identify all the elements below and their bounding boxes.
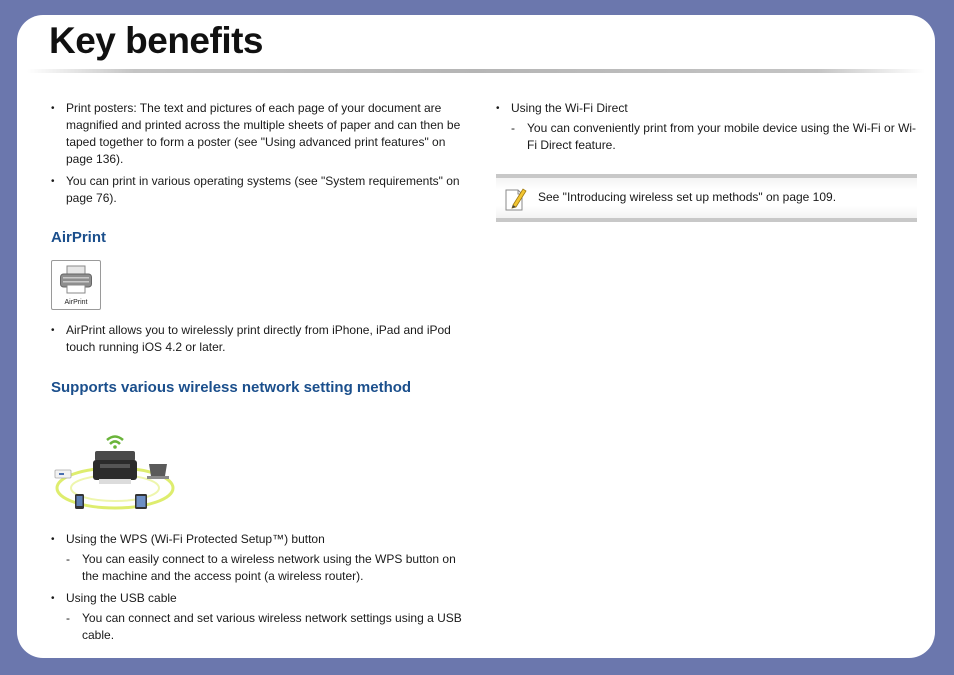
note-text: See "Introducing wireless set up methods" on page 109. (538, 190, 837, 204)
note-box (496, 174, 917, 222)
list-item (496, 100, 918, 154)
sub-list-item: - You can conveniently print from your mobile device using the Wi-Fi or Wi-Fi Direct feature. (511, 120, 918, 154)
airprint-badge (51, 260, 101, 310)
page-title: Key benefits (49, 20, 264, 61)
section-heading-wireless: Supports various wireless network setting method (51, 379, 412, 396)
right-column (496, 100, 918, 222)
list-item-label: Using the Wi-Fi Direct (511, 101, 628, 115)
airprint-badge-label: AirPrint (64, 299, 88, 306)
note-pencil-icon (504, 186, 528, 212)
list-item: • You can print in various operating systems (see "System requirements" on page 76). (51, 173, 471, 207)
list-item: • Print posters: The text and pictures of each page of your document are magnified and printed across the multiple sheets of paper and can then be taped together to form a poster (see "Using advanced print features" on page 136). (51, 100, 471, 168)
printer-icon (59, 265, 93, 295)
sub-list-item: - You can connect and set various wireless network settings using a USB cable. (66, 610, 471, 644)
airprint-list (51, 322, 471, 356)
list-item-label: Using the WPS (Wi-Fi Protected Setup™) button (66, 532, 325, 546)
wifi-direct-list (496, 100, 918, 154)
wireless-network-illustration (51, 430, 181, 512)
sub-list-item: - You can easily connect to a wireless network using the WPS button on the machine and the access point (a wireless router). (66, 551, 471, 585)
sub-list (511, 120, 918, 154)
sub-list (66, 610, 471, 644)
title-divider (27, 69, 925, 73)
list-item-label: Using the USB cable (66, 591, 177, 605)
list-item (51, 590, 471, 644)
page (17, 15, 935, 658)
list-item (51, 531, 471, 585)
intro-list (51, 100, 471, 207)
section-heading-airprint: AirPrint (51, 229, 107, 246)
sub-list (66, 551, 471, 585)
left-column (51, 100, 471, 649)
list-item: • AirPrint allows you to wirelessly print directly from iPhone, iPad and iPod touch running iOS 4.2 or later. (51, 322, 471, 356)
wireless-methods-list (51, 531, 471, 644)
